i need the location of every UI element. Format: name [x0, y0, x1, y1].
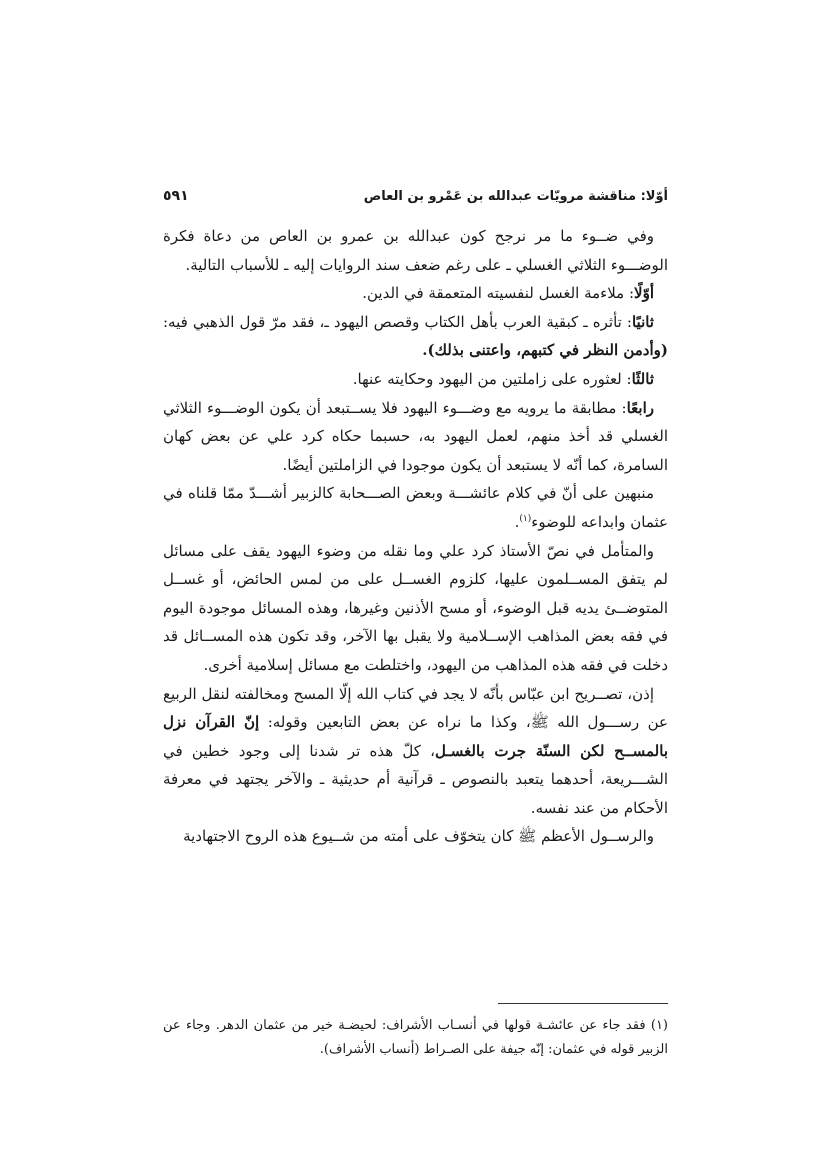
page-number: ٥٩١ [163, 188, 189, 204]
footnote-1-text: فقد جاء عن عائشـة قولها في أنسـاب الأشراف: لحيضـة خير من عثمان الدهر. وجاء عن الزبير قوله في عثمان: إنّه جيفة على الصـراط (أنساب الأشراف). [163, 1018, 668, 1057]
ibn-abbas-text-a: إذن، تصــريح ابن عبّاس بأنّه لا يجد في كتاب الله إلّا المسح ومخالفته لنقل الربيع عن رســـول الله ﷺ، وكذا ما نراه عن بعض التابعين وقوله: [163, 684, 669, 732]
paragraph-note [163, 479, 668, 536]
document-page [163, 0, 668, 1169]
reason-4-label: رابعًا [626, 398, 654, 417]
paragraph-reason-3 [163, 365, 668, 394]
paragraph-prophet: والرســول الأعظم ﷺ كان يتخوّف على أمته من شــيوع هذه الروح الاجتهادية [183, 827, 654, 846]
reason-4-text: : مطابقة ما يرويه مع وضـــوء اليهود فلا يســتبعد أن يكون الوضـــوء الثلاثي الغسلي قد أخذ منهم، لعمل اليهود به، حسبما حكاه كرد علي عن بعض كهان السامرة، كما أنّه لا يستبعد أن يكون موجودا في الزاملتين أيضًا. [163, 398, 668, 474]
paragraph-analysis: والمتأمل في نصّ الأستاذ كرد علي وما نقله من وضوء اليهود يقف على مسائل لم يتفق المســلمون عليها، كلزوم الغســل على من لمس الحائض، أو غســل المتوضــئ يديه قبل الوضوء، أو مسح الأذنين وغيرها، وهذه المسائل موجودة اليوم في فقه بعض المذاهب الإســلامية ولا يقبل بها الآخر، وقد تكون هذه المســائل قد دخلت في فقه هذه المذاهب من اليهود، واختلطت مع مسائل إسلامية أخرى. [163, 541, 668, 674]
footnote-ref-1[interactable]: (١) [519, 513, 532, 524]
note-text: منبهين على أنّ في كلام عائشـــة وبعض الصـــحابة كالزبير أشـــدّ ممّا قلناه في عثمان وابداعه للوضوء [163, 484, 668, 531]
reason-1-text: : ملاءمة الغسل لنفسيته المتعمقة في الدين. [362, 284, 635, 303]
dhahabi-quote: (وأدمن النظر في كتبهم، واعتنى بذلك). [422, 341, 668, 360]
note-end: . [514, 512, 520, 531]
reason-2-text: : تأثره ـ كبقية العرب بأهل الكتاب وقصص اليهود ـ، فقد مرّ قول الذهبي فيه: [163, 312, 632, 331]
paragraph-ibn-abbas [163, 680, 668, 823]
footnotes [163, 1014, 668, 1062]
reason-1-label: أوّلًا [634, 284, 654, 303]
reason-2-label: ثانيًا [631, 312, 654, 331]
page-header [163, 183, 668, 209]
paragraph-intro: وفي ضــوء ما مر نرجح كون عبدالله بن عمرو بن العاص من دعاة فكرة الوضـــوء الثلاثي الغسلي ـ على رغم ضعف سند الروايات إليه ـ للأسباب التالية. [163, 227, 668, 274]
footnote-1-number: (١) [650, 1018, 668, 1033]
running-title: أوّلا: مناقشة مرويّات عبدالله بن عَمْرو بن العاص [363, 188, 668, 204]
footnote-divider [498, 1003, 668, 1004]
paragraph-reason-1 [163, 279, 668, 308]
quran-sunnah-quote: إنّ القرآن نزل بالمســح لكن السنّة جرت بالغسـل [163, 713, 668, 760]
footnote-1 [163, 1014, 668, 1062]
paragraph-reason-2 [163, 308, 668, 365]
reason-3-label: ثالثًا [631, 369, 654, 388]
paragraph-reason-4 [163, 394, 668, 480]
ibn-abbas-text-b: ، كلّ هذه تر شدنا إلى وجود خطين في الشـــريعة، أحدهما يتعبد بالنصوص ـ قرآنية أم حديثية ـ والآخر يجتهد في معرفة الأحكام من عند نفسه. [163, 741, 668, 817]
reason-3-text: : لعثوره على زاملتين من اليهود وحكايته عنها. [352, 369, 632, 388]
body-text [163, 222, 668, 851]
